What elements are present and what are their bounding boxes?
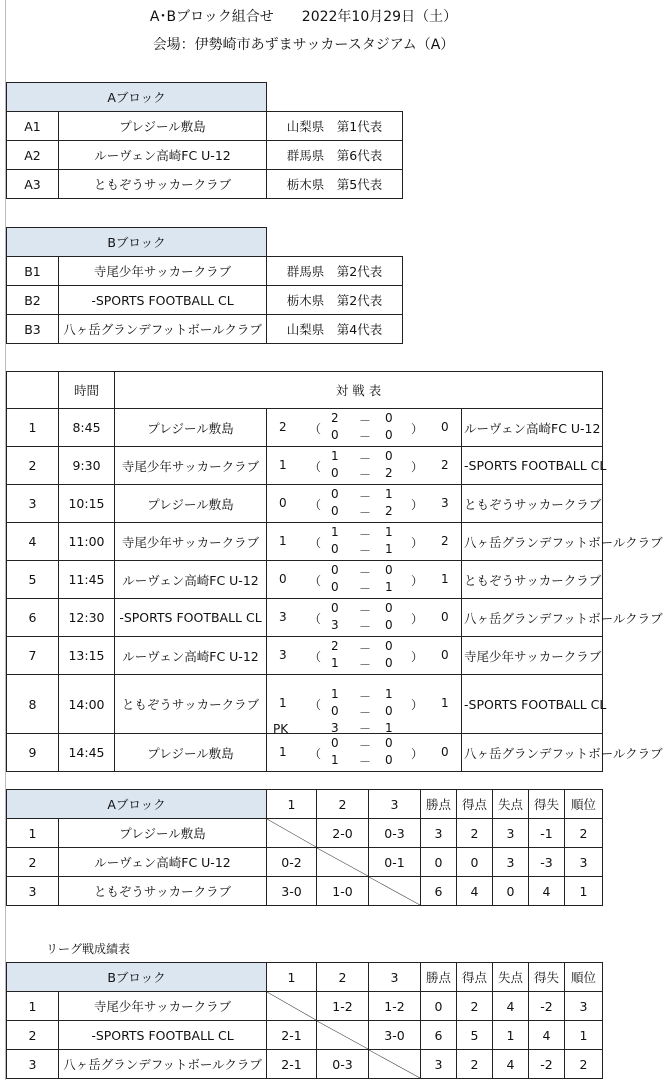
paren-close: ） bbox=[411, 573, 424, 588]
team-name: ルーヴェン高崎FC U-12 bbox=[59, 848, 267, 877]
away-team: ともぞうサッカークラブ bbox=[462, 561, 603, 599]
score-cell bbox=[267, 523, 462, 561]
dash: － bbox=[359, 603, 372, 618]
block-header: Aブロック bbox=[7, 790, 267, 819]
home-team: プレジール敷島 bbox=[115, 409, 267, 447]
away-second-half: 0 bbox=[385, 655, 393, 670]
home-second-half: 0 bbox=[331, 579, 339, 594]
score-cell bbox=[267, 485, 462, 523]
home-team: ともぞうサッカークラブ bbox=[115, 675, 267, 734]
away-total: 0 bbox=[441, 609, 449, 624]
standings-header-row bbox=[7, 790, 603, 819]
result-cell: 1-0 bbox=[317, 877, 369, 906]
home-second-half: 1 bbox=[331, 752, 339, 767]
row-no: 3 bbox=[7, 877, 59, 906]
match-schedule bbox=[6, 371, 663, 772]
column-header: 失点 bbox=[493, 963, 529, 992]
diagonal-line bbox=[317, 1021, 368, 1049]
home-team: プレジール敷島 bbox=[115, 734, 267, 772]
self-match-cell bbox=[267, 819, 317, 848]
stat-gd: 4 bbox=[529, 877, 565, 906]
dash: － bbox=[359, 543, 372, 558]
block-a-row-1 bbox=[7, 112, 403, 141]
row-no: 2 bbox=[7, 1021, 59, 1050]
stat-ga: 4 bbox=[493, 992, 529, 1021]
paren-open: （ bbox=[309, 535, 322, 550]
away-second-half: 1 bbox=[385, 541, 393, 556]
away-first-half: 0 bbox=[385, 448, 393, 463]
away-first-half: 0 bbox=[385, 638, 393, 653]
standings-row bbox=[7, 877, 603, 906]
match-time: 9:30 bbox=[59, 447, 115, 485]
away-team: 寺尾少年サッカークラブ bbox=[462, 637, 603, 675]
home-total: 2 bbox=[279, 419, 287, 434]
row-no: 1 bbox=[7, 992, 59, 1021]
team-name: プレジール敷島 bbox=[59, 819, 267, 848]
standings-row bbox=[7, 819, 603, 848]
column-header: 順位 bbox=[565, 963, 603, 992]
stat-rank: 1 bbox=[565, 1021, 603, 1050]
away-total: 3 bbox=[441, 495, 449, 510]
stat-gd: -2 bbox=[529, 992, 565, 1021]
home-second-half: 0 bbox=[331, 541, 339, 556]
away-team: 八ヶ岳グランデフットボールクラブ bbox=[462, 599, 603, 637]
stat-ga: 3 bbox=[493, 819, 529, 848]
match-no: 8 bbox=[7, 675, 59, 734]
away-second-half: 2 bbox=[385, 503, 393, 518]
home-total: 1 bbox=[279, 457, 287, 472]
away-total: 1 bbox=[441, 571, 449, 586]
score-cell bbox=[267, 409, 462, 447]
match-time: 10:15 bbox=[59, 485, 115, 523]
team-id: A2 bbox=[7, 141, 59, 170]
match-time: 13:15 bbox=[59, 637, 115, 675]
column-header: 2 bbox=[317, 790, 369, 819]
column-header: 得点 bbox=[457, 790, 493, 819]
match-row bbox=[7, 447, 603, 485]
column-header: 勝点 bbox=[421, 790, 457, 819]
stat-ga: 1 bbox=[493, 1021, 529, 1050]
team-id: B2 bbox=[7, 286, 59, 315]
away-first-half: 1 bbox=[385, 524, 393, 539]
diagonal-line bbox=[369, 877, 420, 905]
home-first-half: 0 bbox=[331, 562, 339, 577]
away-team: 八ヶ岳グランデフットボールクラブ bbox=[462, 734, 603, 772]
stat-pts: 3 bbox=[421, 819, 457, 848]
away-second-half: 0 bbox=[385, 752, 393, 767]
column-header: 1 bbox=[267, 790, 317, 819]
away-second-half: 0 bbox=[385, 704, 393, 718]
score-cell bbox=[267, 447, 462, 485]
score-cell bbox=[267, 637, 462, 675]
away-first-half: 1 bbox=[385, 486, 393, 501]
dash: － bbox=[359, 581, 372, 596]
stat-rank: 2 bbox=[565, 1050, 603, 1079]
match-time: 14:45 bbox=[59, 734, 115, 772]
away-second-half: 2 bbox=[385, 465, 393, 480]
pk-label: PK bbox=[273, 722, 289, 736]
away-total: 0 bbox=[441, 647, 449, 662]
stat-gf: 5 bbox=[457, 1021, 493, 1050]
stat-gf: 0 bbox=[457, 848, 493, 877]
paren-close: ） bbox=[411, 535, 424, 550]
away-first-half: 0 bbox=[385, 600, 393, 615]
result-cell: 3-0 bbox=[267, 877, 317, 906]
away-total: 0 bbox=[441, 419, 449, 434]
stat-pts: 6 bbox=[421, 877, 457, 906]
dash: － bbox=[359, 565, 372, 580]
score-cell bbox=[267, 675, 462, 734]
self-match-cell bbox=[369, 877, 421, 906]
self-match-cell bbox=[317, 1021, 369, 1050]
stat-pts: 3 bbox=[421, 1050, 457, 1079]
team-pref: 山梨県 第1代表 bbox=[267, 112, 403, 141]
match-header: 対 戦 表 bbox=[115, 372, 603, 409]
away-second-half: 0 bbox=[385, 617, 393, 632]
standings-row bbox=[7, 992, 603, 1021]
match-no: 2 bbox=[7, 447, 59, 485]
self-match-cell bbox=[267, 992, 317, 1021]
match-time: 8:45 bbox=[59, 409, 115, 447]
home-total: 0 bbox=[279, 571, 287, 586]
block-a-header: Aブロック bbox=[7, 83, 267, 112]
stat-gf: 2 bbox=[457, 992, 493, 1021]
home-first-half: 2 bbox=[331, 410, 339, 425]
page-title: A･Bブロック組合せ 2022年10月29日（土） bbox=[149, 9, 458, 25]
paren-close: ） bbox=[411, 497, 424, 512]
match-no: 3 bbox=[7, 485, 59, 523]
column-header: 勝点 bbox=[421, 963, 457, 992]
home-first-half: 0 bbox=[331, 600, 339, 615]
team-name: 寺尾少年サッカークラブ bbox=[59, 992, 267, 1021]
away-total: 1 bbox=[441, 696, 449, 710]
team-name: プレジール敷島 bbox=[59, 112, 267, 141]
paren-close: ） bbox=[411, 421, 424, 436]
column-header: 3 bbox=[369, 790, 421, 819]
match-row bbox=[7, 523, 603, 561]
paren-open: （ bbox=[309, 746, 322, 761]
column-header: 得失 bbox=[529, 790, 565, 819]
home-first-half: 1 bbox=[331, 524, 339, 539]
column-header: 失点 bbox=[493, 790, 529, 819]
team-pref: 山梨県 第4代表 bbox=[267, 315, 403, 344]
home-second-half: 3 bbox=[331, 617, 339, 632]
away-first-half: 0 bbox=[385, 735, 393, 750]
team-pref: 栃木県 第5代表 bbox=[267, 170, 403, 199]
dash: － bbox=[359, 690, 372, 704]
diagonal-line bbox=[369, 1050, 420, 1078]
home-second-half: 0 bbox=[331, 465, 339, 480]
stat-pts: 6 bbox=[421, 1021, 457, 1050]
column-header: 順位 bbox=[565, 790, 603, 819]
dash: － bbox=[359, 451, 372, 466]
away-team: 八ヶ岳グランデフットボールクラブ bbox=[462, 523, 603, 561]
dash: － bbox=[359, 738, 372, 753]
match-row bbox=[7, 409, 603, 447]
match-row bbox=[7, 561, 603, 599]
home-total: 1 bbox=[279, 696, 287, 710]
team-name: 八ヶ岳グランデフットボールクラブ bbox=[59, 1050, 267, 1079]
stat-gd: -1 bbox=[529, 819, 565, 848]
away-team: -SPORTS FOOTBALL CL bbox=[462, 675, 603, 734]
dash: － bbox=[359, 641, 372, 656]
home-total: 3 bbox=[279, 609, 287, 624]
stat-ga: 4 bbox=[493, 1050, 529, 1079]
stat-pts: 0 bbox=[421, 992, 457, 1021]
column-header: 2 bbox=[317, 963, 369, 992]
away-first-half: 1 bbox=[385, 687, 393, 701]
column-header: 得点 bbox=[457, 963, 493, 992]
result-cell: 0-2 bbox=[267, 848, 317, 877]
paren-close: ） bbox=[411, 611, 424, 626]
block-header: Bブロック bbox=[7, 963, 267, 992]
team-id: A1 bbox=[7, 112, 59, 141]
away-second-half: 1 bbox=[385, 579, 393, 594]
standings-block-a bbox=[6, 789, 603, 906]
match-row bbox=[7, 599, 603, 637]
stat-rank: 3 bbox=[565, 992, 603, 1021]
home-total: 0 bbox=[279, 495, 287, 510]
stat-gd: -2 bbox=[529, 1050, 565, 1079]
home-total: 3 bbox=[279, 647, 287, 662]
stat-gf: 2 bbox=[457, 819, 493, 848]
team-name: ルーヴェン高崎FC U-12 bbox=[59, 141, 267, 170]
dash: － bbox=[359, 657, 372, 672]
dash: － bbox=[359, 722, 372, 736]
stat-gf: 4 bbox=[457, 877, 493, 906]
diagonal-line bbox=[267, 819, 316, 847]
dash: － bbox=[359, 413, 372, 428]
venue-title: 会場：伊勢崎市あずまサッカースタジアム（A） bbox=[152, 37, 455, 53]
team-id: A3 bbox=[7, 170, 59, 199]
paren-open: （ bbox=[309, 698, 322, 712]
time-header: 時間 bbox=[59, 372, 115, 409]
paren-open: （ bbox=[309, 611, 322, 626]
score-cell bbox=[267, 599, 462, 637]
team-pref: 栃木県 第2代表 bbox=[267, 286, 403, 315]
result-cell: 2-1 bbox=[267, 1050, 317, 1079]
result-cell: 3-0 bbox=[369, 1021, 421, 1050]
standings-block-b bbox=[6, 962, 603, 1079]
match-no: 6 bbox=[7, 599, 59, 637]
dash: － bbox=[359, 706, 372, 720]
home-first-half: 2 bbox=[331, 638, 339, 653]
home-total: 1 bbox=[279, 744, 287, 759]
row-no: 1 bbox=[7, 819, 59, 848]
block-a-row-2 bbox=[7, 141, 403, 170]
home-total: 1 bbox=[279, 533, 287, 548]
result-cell: 1-2 bbox=[317, 992, 369, 1021]
match-time: 11:00 bbox=[59, 523, 115, 561]
team-name: ともぞうサッカークラブ bbox=[59, 170, 267, 199]
away-total: 2 bbox=[441, 457, 449, 472]
block-b-row-2 bbox=[7, 286, 403, 315]
home-pk: 3 bbox=[331, 721, 339, 735]
result-cell: 1-2 bbox=[369, 992, 421, 1021]
self-match-cell bbox=[369, 1050, 421, 1079]
block-b-row-3 bbox=[7, 315, 403, 344]
score-cell bbox=[267, 561, 462, 599]
home-team: 寺尾少年サッカークラブ bbox=[115, 447, 267, 485]
stat-rank: 2 bbox=[565, 819, 603, 848]
match-time: 14:00 bbox=[59, 675, 115, 734]
team-name: -SPORTS FOOTBALL CL bbox=[59, 286, 267, 315]
result-cell: 0-1 bbox=[369, 848, 421, 877]
team-id: B1 bbox=[7, 257, 59, 286]
team-name: 八ヶ岳グランデフットボールクラブ bbox=[59, 315, 267, 344]
stat-gf: 2 bbox=[457, 1050, 493, 1079]
paren-open: （ bbox=[309, 497, 322, 512]
team-name: -SPORTS FOOTBALL CL bbox=[59, 1021, 267, 1050]
match-no: 7 bbox=[7, 637, 59, 675]
match-row bbox=[7, 734, 603, 772]
home-team: -SPORTS FOOTBALL CL bbox=[115, 599, 267, 637]
paren-open: （ bbox=[309, 649, 322, 664]
match-time: 11:45 bbox=[59, 561, 115, 599]
stat-ga: 0 bbox=[493, 877, 529, 906]
stat-gd: -3 bbox=[529, 848, 565, 877]
home-first-half: 0 bbox=[331, 735, 339, 750]
dash: － bbox=[359, 754, 372, 769]
result-cell: 0-3 bbox=[317, 1050, 369, 1079]
dash: － bbox=[359, 429, 372, 444]
away-first-half: 0 bbox=[385, 410, 393, 425]
diagonal-line bbox=[317, 848, 368, 876]
column-header: 3 bbox=[369, 963, 421, 992]
home-second-half: 0 bbox=[331, 503, 339, 518]
home-second-half: 0 bbox=[331, 704, 339, 718]
home-team: ルーヴェン高崎FC U-12 bbox=[115, 561, 267, 599]
result-cell: 2-1 bbox=[267, 1021, 317, 1050]
home-first-half: 1 bbox=[331, 448, 339, 463]
dash: － bbox=[359, 527, 372, 542]
row-no: 3 bbox=[7, 1050, 59, 1079]
team-name: 寺尾少年サッカークラブ bbox=[59, 257, 267, 286]
team-pref: 群馬県 第6代表 bbox=[267, 141, 403, 170]
standings-row bbox=[7, 1050, 603, 1079]
standings-row bbox=[7, 1021, 603, 1050]
home-team: プレジール敷島 bbox=[115, 485, 267, 523]
result-cell: 2-0 bbox=[317, 819, 369, 848]
team-name: ともぞうサッカークラブ bbox=[59, 877, 267, 906]
home-first-half: 0 bbox=[331, 486, 339, 501]
block-a-row-3 bbox=[7, 170, 403, 199]
paren-close: ） bbox=[411, 459, 424, 474]
block-b-roster bbox=[6, 227, 403, 344]
column-header: 得失 bbox=[529, 963, 565, 992]
away-second-half: 0 bbox=[385, 427, 393, 442]
match-row bbox=[7, 485, 603, 523]
away-total: 0 bbox=[441, 744, 449, 759]
self-match-cell bbox=[317, 848, 369, 877]
stat-gd: 4 bbox=[529, 1021, 565, 1050]
away-team: -SPORTS FOOTBALL CL bbox=[462, 447, 603, 485]
match-no: 4 bbox=[7, 523, 59, 561]
column-header: 1 bbox=[267, 963, 317, 992]
block-b-header: Bブロック bbox=[7, 228, 267, 257]
standings-header-row bbox=[7, 963, 603, 992]
league-label: リーグ戦成績表 bbox=[46, 942, 131, 956]
away-team: ともぞうサッカークラブ bbox=[462, 485, 603, 523]
match-time: 12:30 bbox=[59, 599, 115, 637]
match-row bbox=[7, 637, 603, 675]
match-no: 9 bbox=[7, 734, 59, 772]
paren-open: （ bbox=[309, 421, 322, 436]
stat-rank: 1 bbox=[565, 877, 603, 906]
home-second-half: 1 bbox=[331, 655, 339, 670]
match-no: 1 bbox=[7, 409, 59, 447]
block-b-row-1 bbox=[7, 257, 403, 286]
paren-close: ） bbox=[411, 746, 424, 761]
paren-close: ） bbox=[411, 698, 424, 712]
home-second-half: 0 bbox=[331, 427, 339, 442]
paren-open: （ bbox=[309, 459, 322, 474]
stat-pts: 0 bbox=[421, 848, 457, 877]
diagonal-line bbox=[267, 992, 316, 1020]
home-team: ルーヴェン高崎FC U-12 bbox=[115, 637, 267, 675]
match-no: 5 bbox=[7, 561, 59, 599]
away-first-half: 0 bbox=[385, 562, 393, 577]
paren-open: （ bbox=[309, 573, 322, 588]
dash: － bbox=[359, 467, 372, 482]
dash: － bbox=[359, 489, 372, 504]
match-row bbox=[7, 675, 603, 734]
row-no: 2 bbox=[7, 848, 59, 877]
away-pk: 1 bbox=[385, 721, 393, 735]
stat-rank: 3 bbox=[565, 848, 603, 877]
team-pref: 群馬県 第2代表 bbox=[267, 257, 403, 286]
team-id: B3 bbox=[7, 315, 59, 344]
home-team: 寺尾少年サッカークラブ bbox=[115, 523, 267, 561]
result-cell: 0-3 bbox=[369, 819, 421, 848]
standings-row bbox=[7, 848, 603, 877]
away-team: ルーヴェン高崎FC U-12 bbox=[462, 409, 603, 447]
dash: － bbox=[359, 505, 372, 520]
score-cell bbox=[267, 734, 462, 772]
away-total: 2 bbox=[441, 533, 449, 548]
block-a-roster bbox=[6, 82, 403, 199]
stat-ga: 3 bbox=[493, 848, 529, 877]
dash: － bbox=[359, 619, 372, 634]
paren-close: ） bbox=[411, 649, 424, 664]
home-first-half: 1 bbox=[331, 687, 339, 701]
